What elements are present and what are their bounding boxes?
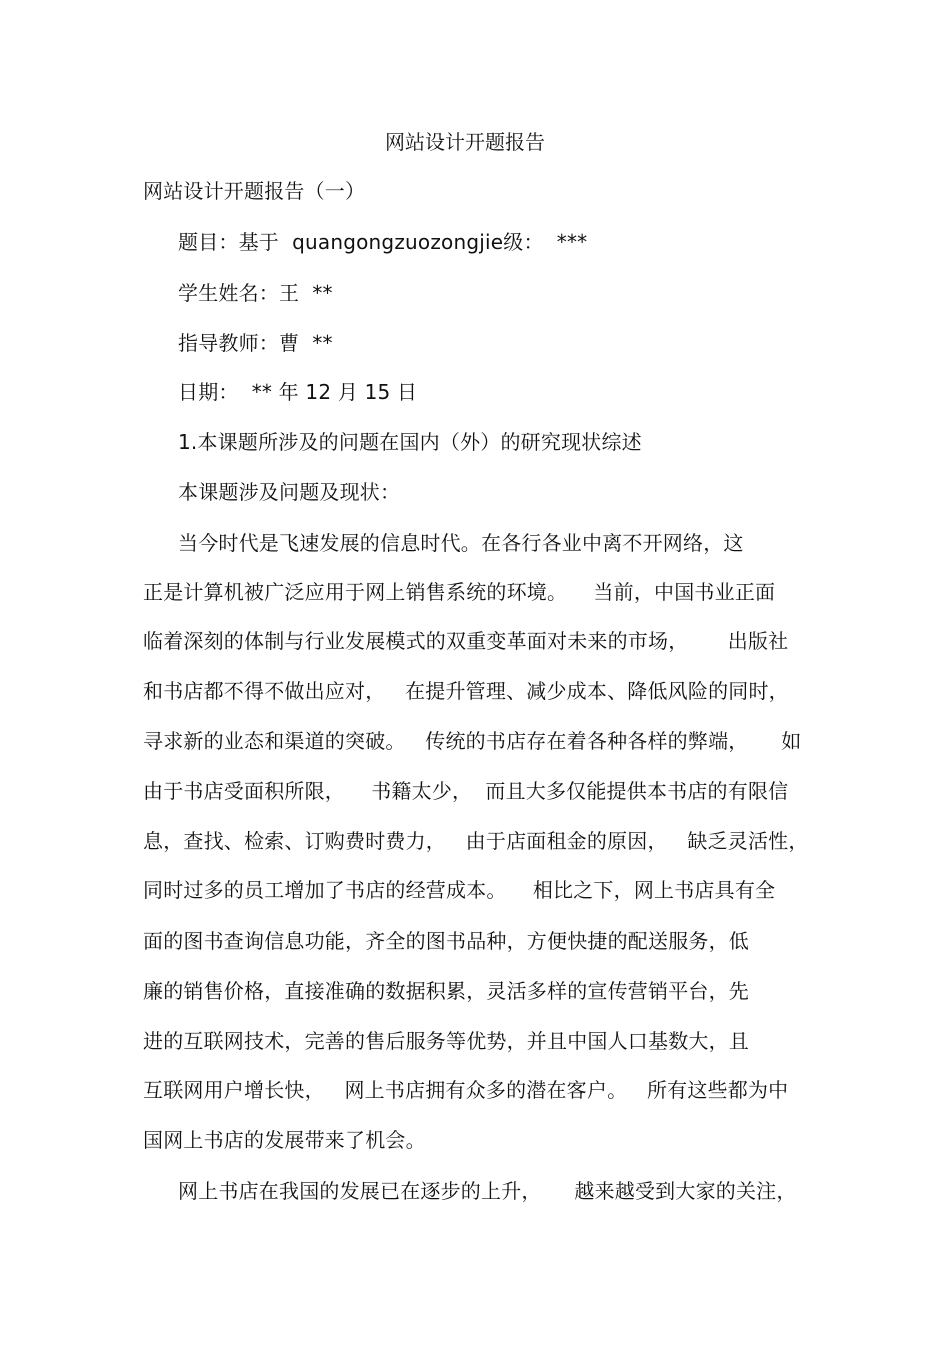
sub-heading: 本课题涉及问题及现状： — [178, 480, 401, 504]
paragraph-line: 廉的销售价格，直接准确的数据积累，灵活多样的宣传营销平台，先 — [143, 979, 749, 1003]
paragraph-line: 正是计算机被广泛应用于网上销售系统的环境。 当前，中国书业正面 — [143, 580, 776, 604]
paragraph-line: 网上书店在我国的发展已在逐步的上升， 越来越受到大家的关注， — [178, 1179, 797, 1203]
paragraph-line: 寻求新的业态和渠道的突破。 传统的书店存在着各种各样的弊端， 如 — [143, 729, 802, 753]
paragraph-line: 临着深刻的体制与行业发展模式的双重变革面对未来的市场， 出版社 — [143, 629, 789, 653]
meta-advisor: 指导教师：曹 ** — [178, 331, 333, 355]
paragraph-line: 国网上书店的发展带来了机会。 — [143, 1128, 426, 1152]
paragraph-line: 和书店都不得不做出应对， 在提升管理、减少成本、降低风险的同时， — [143, 679, 789, 703]
paragraph-line: 同时过多的员工增加了书店的经营成本。 相比之下，网上书店具有全 — [143, 878, 776, 902]
paragraph-line: 面的图书查询信息功能，齐全的图书品种，方便快捷的配送服务，低 — [143, 929, 749, 953]
meta-date: 日期： ** 年 12 月 15 日 — [178, 380, 418, 404]
section-heading: 1.本课题所涉及的问题在国内（外）的研究现状综述 — [178, 430, 642, 454]
paragraph-line: 进的互联网技术，完善的售后服务等优势，并且中国人口基数大，且 — [143, 1029, 749, 1053]
paragraph-line: 由于书店受面积所限， 书籍太少， 而且大多仅能提供本书店的有限信 — [143, 779, 789, 803]
document-subtitle: 网站设计开题报告（一） — [143, 179, 366, 203]
meta-student-name: 学生姓名：王 ** — [178, 281, 333, 305]
paragraph-line: 息，查找、检索、订购费时费力， 由于店面租金的原因， 缺乏灵活性， — [143, 829, 809, 853]
paragraph-line: 互联网用户增长快， 网上书店拥有众多的潜在客户。 所有这些都为中 — [143, 1078, 789, 1102]
paragraph-line: 当今时代是飞速发展的信息时代。在各行各业中离不开网络，这 — [178, 531, 744, 555]
meta-topic: 题目：基于 quangongzuozongjie级： *** — [178, 230, 588, 254]
document-title: 网站设计开题报告 — [385, 130, 545, 154]
